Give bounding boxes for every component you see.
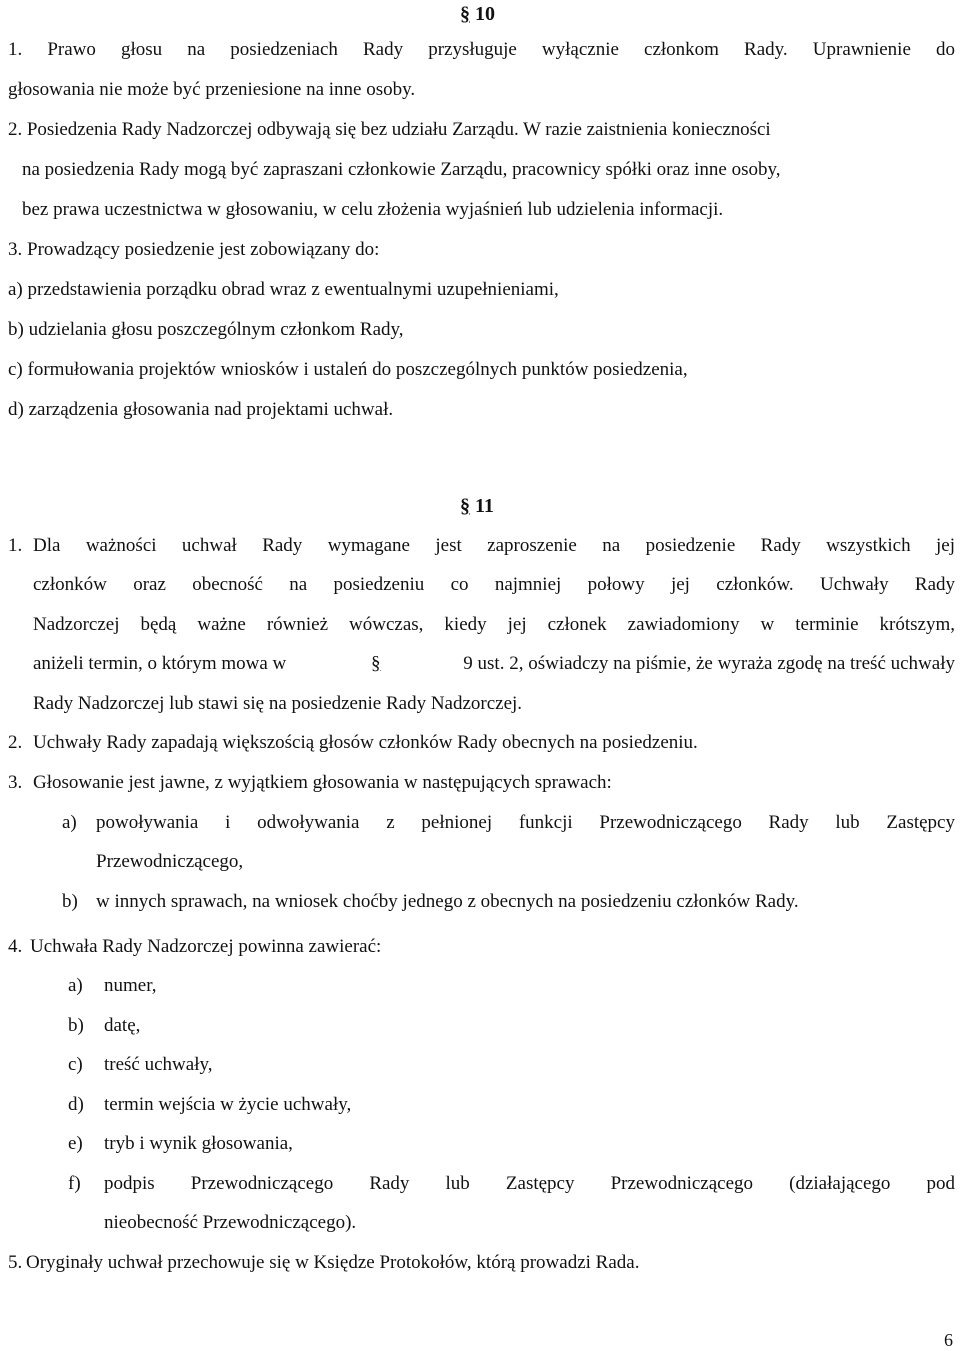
s11-p3-item-a-line2: Przewodniczącego, — [96, 851, 244, 872]
s11-p4-item-f-letter: f) — [68, 1173, 81, 1194]
s11-p4-item-e-letter: e) — [68, 1133, 83, 1154]
section-number: 11 — [475, 495, 494, 517]
s10-p1-line1: 1. Prawo głosu na posiedzeniach Rady przysługuje wyłącznie członkom Rady. Uprawnienie do — [8, 39, 955, 60]
s11-p1-line4-section: § — [371, 653, 381, 674]
s11-p5-number: 5. — [8, 1252, 23, 1273]
s10-p3-intro: 3. Prowadzący posiedzenie jest zobowiązany do: — [8, 239, 380, 260]
s11-p4-item-d-letter: d) — [68, 1094, 84, 1115]
s11-p4-item-b-text: datę, — [104, 1015, 141, 1036]
s11-p4-item-c-letter: c) — [68, 1054, 83, 1075]
s10-p3-item-b: b) udzielania głosu poszczególnym członkom Rady, — [8, 319, 404, 340]
section-symbol: § — [460, 495, 470, 517]
s11-p4-item-e-text: tryb i wynik głosowania, — [104, 1133, 293, 1154]
s11-p1-line5: Rady Nadzorczej lub stawi się na posiedzenie Rady Nadzorczej. — [33, 693, 523, 714]
s11-p1-line4 — [33, 652, 955, 676]
s11-p3-text: Głosowanie jest jawne, z wyjątkiem głosowania w następujących sprawach: — [33, 772, 612, 793]
s10-p3-item-d: d) zarządzenia głosowania nad projektami uchwał. — [8, 399, 394, 420]
page-number: 6 — [944, 1330, 953, 1350]
s11-p3-item-a-letter: a) — [62, 812, 77, 833]
section-number: 10 — [475, 3, 495, 25]
s10-p3-item-c: c) formułowania projektów wniosków i ustaleń do poszczególnych punktów posiedzenia, — [8, 359, 688, 380]
s10-p3-item-a: a) przedstawienia porządku obrad wraz z ewentualnymi uzupełnieniami, — [8, 279, 559, 300]
s11-p3-item-b-letter: b) — [62, 891, 78, 912]
section-symbol: § — [460, 3, 470, 25]
s11-p4-item-f-line2: nieobecność Przewodniczącego). — [104, 1212, 357, 1233]
s11-p4-item-a-letter: a) — [68, 975, 83, 996]
s11-p2-text: Uchwały Rady zapadają większością głosów członków Rady obecnych na posiedzeniu. — [33, 732, 698, 753]
s11-p4-item-f-line1: podpis Przewodniczącego Rady lub Zastępcy Przewodniczącego (działającego pod — [104, 1173, 955, 1194]
s11-p3-item-b-line1: w innych sprawach, na wniosek choćby jednego z obecnych na posiedzeniu członków Rady. — [96, 891, 799, 912]
s11-p4-item-b-letter: b) — [68, 1015, 84, 1036]
s11-p4-item-a-text: numer, — [104, 975, 157, 996]
s11-p5-text: Oryginały uchwał przechowuje się w Księdze Protokołów, którą prowadzi Rada. — [26, 1252, 640, 1273]
s10-p2-line2: na posiedzenia Rady mogą być zapraszani członkowie Zarządu, pracownicy spółki oraz inne osoby, — [22, 159, 781, 180]
s11-p3-number: 3. — [8, 772, 23, 793]
s11-p1-number: 1. — [8, 535, 23, 556]
section-10-heading — [460, 2, 495, 26]
s11-p2-number: 2. — [8, 732, 23, 753]
s11-p4-item-c-text: treść uchwały, — [104, 1054, 213, 1075]
s10-p2-line1: 2. Posiedzenia Rady Nadzorczej odbywają się bez udziału Zarządu. W razie zaistnienia konieczności — [8, 119, 771, 140]
s11-p1-line1: Dla ważności uchwał Rady wymagane jest zaproszenie na posiedzenie Rady wszystkich jej — [33, 535, 955, 556]
s10-p2-line3: bez prawa uczestnictwa w głosowaniu, w celu złożenia wyjaśnień lub udzielenia informacji. — [22, 199, 724, 220]
s11-p4-number: 4. — [8, 936, 23, 957]
s11-p1-line4-start: aniżeli termin, o którym mowa w — [33, 653, 287, 674]
s11-p1-line3: Nadzorczej będą ważne również wówczas, kiedy jej członek zawiadomiony w terminie krótszym, — [33, 614, 955, 635]
s11-p3-item-a-line1: powoływania i odwoływania z pełnionej funkcji Przewodniczącego Rady lub Zastępcy — [96, 812, 955, 833]
s11-p1-line2: członków oraz obecność na posiedzeniu co najmniej połowy jej członków. Uchwały Rady — [33, 574, 955, 595]
s11-p4-text: Uchwała Rady Nadzorczej powinna zawierać: — [30, 936, 382, 957]
s11-p1-line4-end: 9 ust. 2, oświadczy na piśmie, że wyraża zgodę na treść uchwały — [463, 653, 955, 674]
s11-p4-item-d-text: termin wejścia w życie uchwały, — [104, 1094, 352, 1115]
section-11-heading — [460, 494, 494, 518]
s10-p1-line2: głosowania nie może być przeniesione na inne osoby. — [8, 79, 416, 100]
